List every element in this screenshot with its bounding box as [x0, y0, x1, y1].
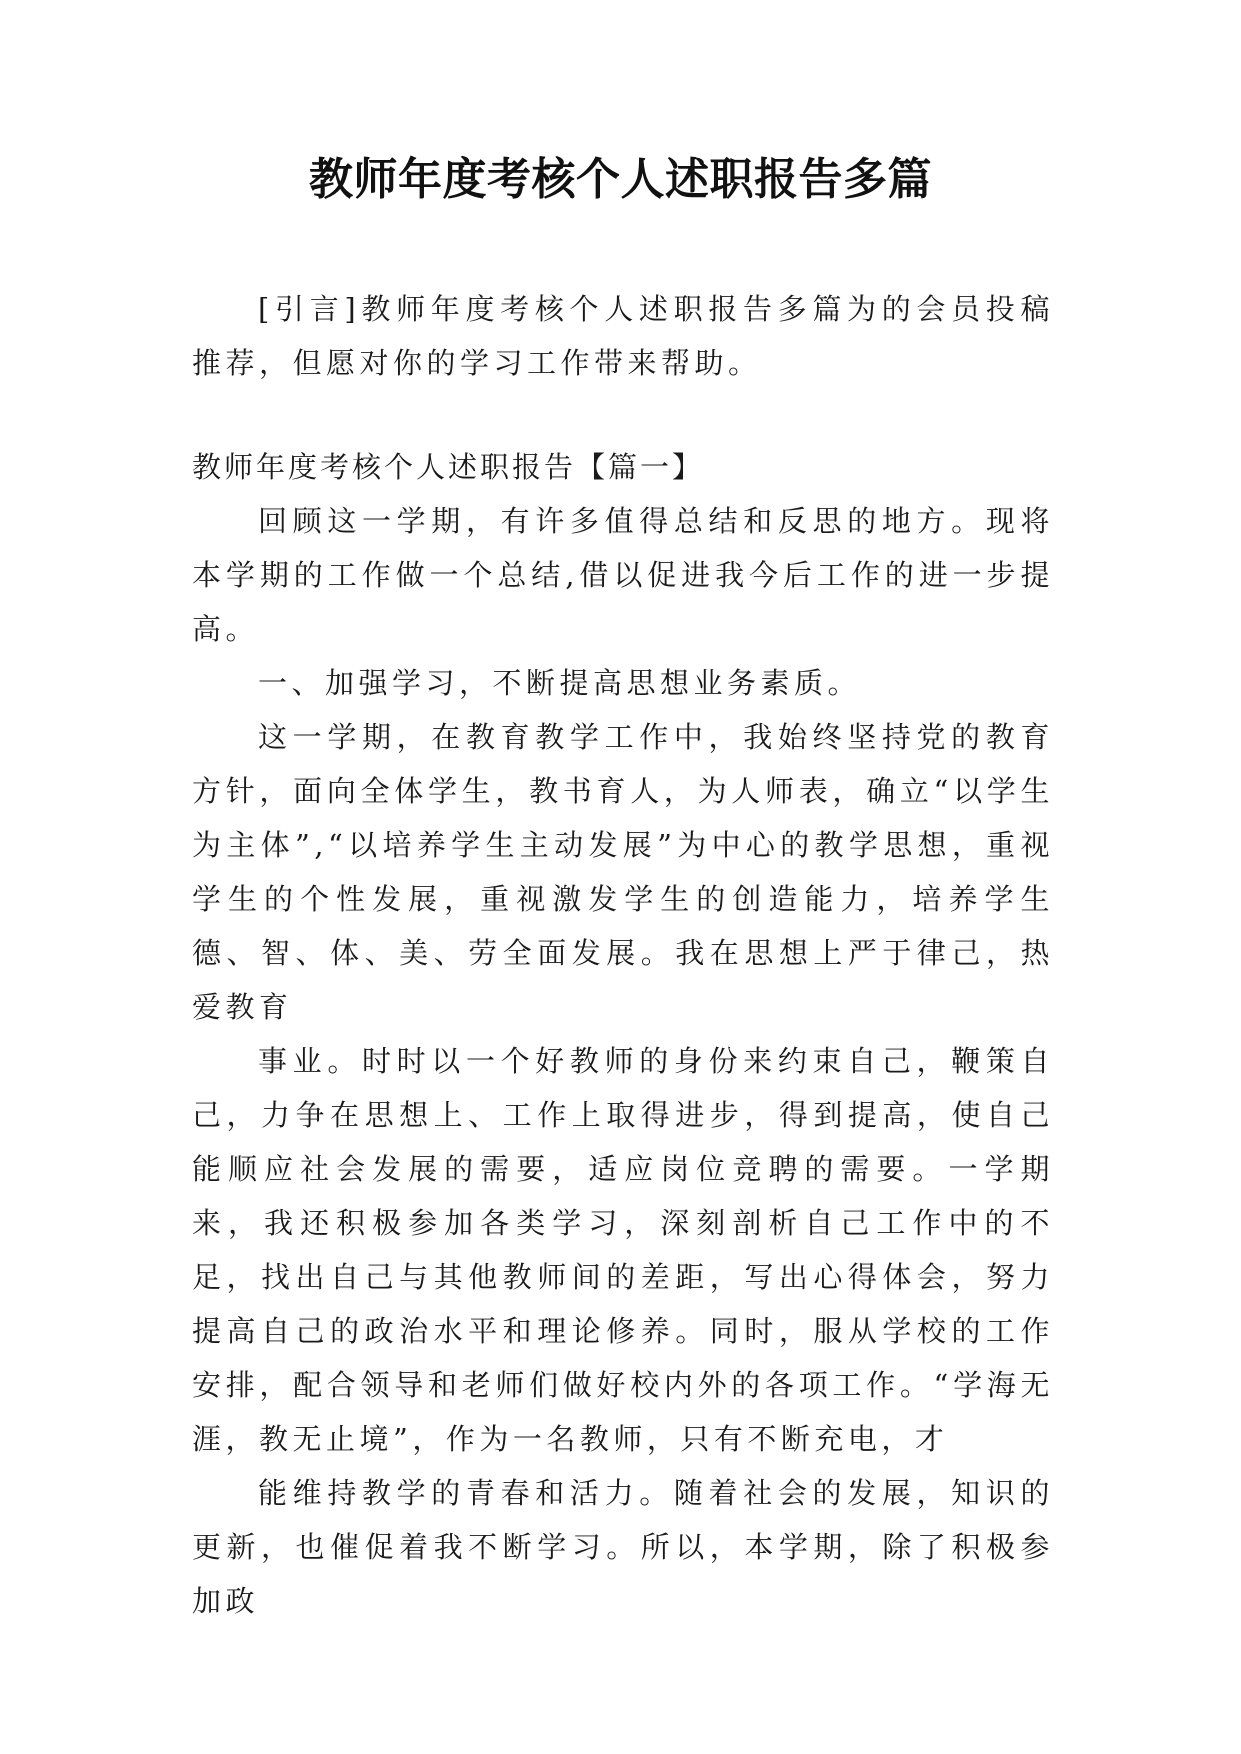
body-paragraph: 一、加强学习，不断提高思想业务素质。: [258, 666, 862, 700]
body-paragraph: 回顾这一学期，有许多值得总结和反思的地方。现将本学期的工作做一个总结,借以促进我今后工作的进一步提高。: [192, 504, 1054, 646]
body-paragraph: 能维持教学的青春和活力。随着社会的发展，知识的更新，也催促着我不断学习。所以，本学期，除了积极参加政: [192, 1476, 1054, 1618]
section-heading: 教师年度考核个人述职报告【篇一】: [192, 450, 705, 484]
document-title: 教师年度考核个人述职报告多篇: [309, 154, 932, 205]
document-body: [192, 282, 1054, 1628]
body-paragraph: 这一学期，在教育教学工作中，我始终坚持党的教育方针，面向全体学生，教书育人，为人师表，确立“以学生为主体”,“以培养学生主动发展”为中心的教学思想，重视学生的个性发展，重视激发学生的创造能力，培养学生德、智、体、美、劳全面发展。我在思想上严于律己，热爱教育: [192, 720, 1054, 1024]
intro-paragraph: [引言]教师年度考核个人述职报告多篇为的会员投稿推荐，但愿对你的学习工作带来帮助。: [192, 292, 1054, 380]
body-paragraph: 事业。时时以一个好教师的身份来约束自己，鞭策自己，力争在思想上、工作上取得进步，得到提高，使自己能顺应社会发展的需要，适应岗位竞聘的需要。一学期来，我还积极参加各类学习，深刻剖析自己工作中的不足，找出自己与其他教师间的差距，写出心得体会，努力提高自己的政治水平和理论修养。同时，服从学校的工作安排，配合领导和老师们做好校内外的各项工作。“学海无涯，教无止境”，作为一名教师，只有不断充电，才: [192, 1044, 1054, 1456]
